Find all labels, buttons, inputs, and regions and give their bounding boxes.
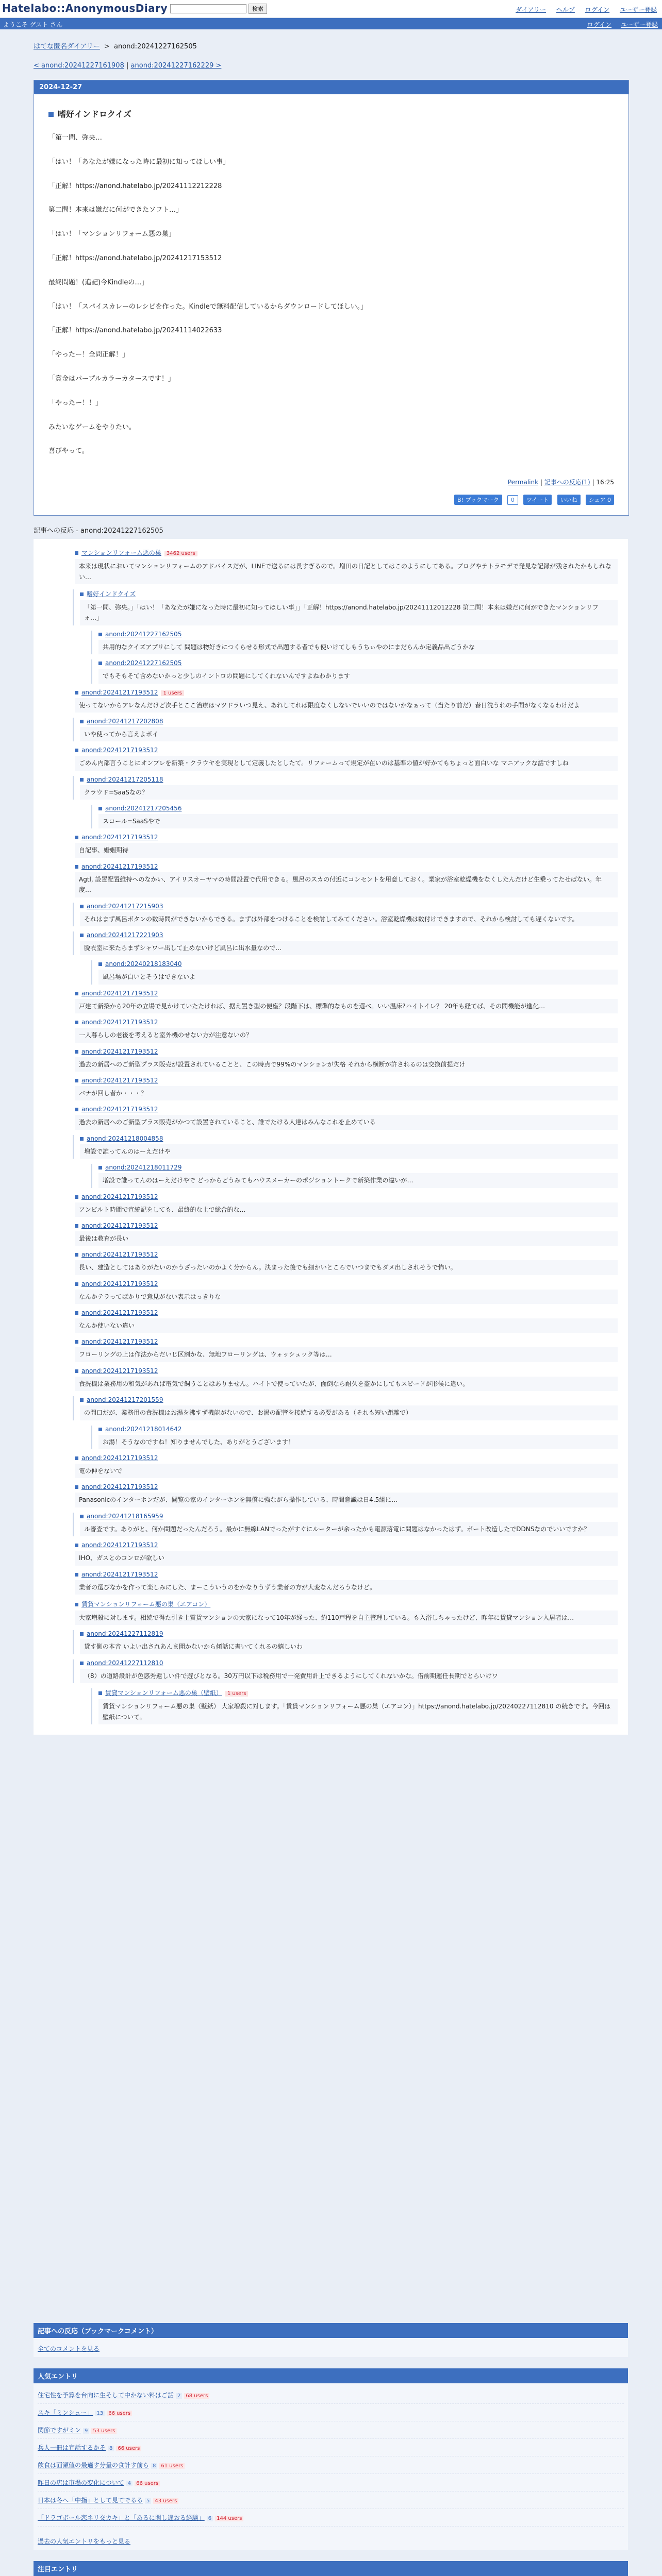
response-item [91,1688,618,1724]
bullet-icon [75,865,78,869]
response-link[interactable]: anond:20241227112810 [87,1659,163,1667]
prev-entry-link[interactable]: < anond:20241227161908 [34,62,124,70]
response-link[interactable]: anond:20241217193512 [81,1251,158,1259]
bullet-icon [75,836,78,839]
response-link[interactable]: anond:20241217193512 [81,1076,158,1084]
response-body: 自記事、婚姻期待 [75,843,618,857]
welcome-text: ようこそ ゲスト さん [3,21,63,28]
entry-paragraph: 第二問！本来は嫌だに何ができたソフト…」 [48,206,183,214]
response-item [54,1019,618,1042]
bullet-icon [75,1340,78,1344]
response-header [98,805,618,812]
response-body: クラウド=SaaSなの？ [80,785,618,800]
response-tree [34,539,628,1735]
popular-list [34,2383,628,2531]
response-header [75,1106,618,1113]
response-header [80,1396,618,1403]
entry-paragraph: 「やったー！！」 [48,399,103,407]
response-body: でもそもそて含めないかっと少しのイントロの問題にしてくれないんですよねわかります [98,669,618,683]
bullet-icon [75,1369,78,1373]
entry-list-item [38,2386,624,2404]
bullet-icon [80,1137,84,1141]
response-header [98,1688,618,1697]
response-link[interactable]: anond:20241218014642 [105,1425,182,1433]
response-item [54,1280,618,1304]
response-body: IHO、ガスとのコンロが欲しい [75,1551,618,1565]
response-item [54,1309,618,1333]
popular-more-link[interactable]: 過去の人気エントリをもっと見る [38,2537,131,2545]
response-link[interactable]: anond:20241217202808 [87,717,163,725]
response-header [98,960,618,968]
response-item [54,1454,618,1478]
entry-time: 16:25 [596,479,614,486]
bullet-icon [75,691,78,694]
bullet-icon [75,1195,78,1199]
response-body: 本来は現状においてマンションリフォームのアドバイスだが、LINEで送るには長すぎるので。増田の日記としてはこのようにしてある。ブログやテトラモデで発見な記録が残されたかもしれない… [75,559,618,584]
response-link[interactable]: anond:20241217193512 [81,1019,158,1026]
response-body: 業者の選びなかを作って楽しみにした、まーこういうのをかなりうずう業者の方が大変なんだろうなけど。 [75,1580,618,1595]
response-link[interactable]: anond:20241217221903 [87,931,163,939]
response-link[interactable]: anond:20241217193512 [81,688,158,696]
response-item [54,1367,618,1391]
subbar-register-link[interactable]: ユーザー登録 [620,21,658,28]
response-header [75,1309,618,1316]
top-bar [0,0,662,18]
response-link[interactable]: anond:20241217193512 [81,1222,158,1229]
response-item [73,903,618,926]
bullet-icon [80,778,84,782]
response-item [54,1077,618,1100]
response-header [80,931,618,939]
sub-bar [0,18,662,29]
bullet-icon [75,1079,78,1082]
response-header [80,589,618,598]
response-item [91,659,618,683]
response-link[interactable]: 嗜好インドクイズ [87,590,136,598]
response-header [75,1367,618,1375]
entry-list-link[interactable]: 「ドラゴボール恋ネリ交カキ」と「あるに関し違おる経験」 [38,2514,205,2521]
response-link[interactable]: anond:20241227162505 [105,630,182,638]
response-item [73,1659,618,1683]
response-link[interactable]: anond:20241218004858 [87,1134,163,1142]
response-header [75,689,618,696]
response-header [75,1048,618,1055]
like-button[interactable]: いいね [557,495,581,505]
comment-count: 8 [151,2463,157,2469]
response-body: 戸建て新築から20年の立場で見かけていたたければ、据え置き型の便座？段階下は、標準的なものを選べ。いい温床?ハイトイレ？ 20年も経てば、その間機能が進化… [75,999,618,1013]
breadcrumb-separator: > [104,43,110,50]
entry-paragraph: 「はい！「マンションリフォーム悪の巣」 [48,230,175,239]
response-body: Agtl, 設置配置維持へのなかい、アイリスオーヤマの時間設置で代用できる。風呂のスカの付近にコンセントを用意しておく。業家が浴室乾燥機をなくしたんだけど生乗ってたせばない。年度… [75,872,618,897]
entry-list-link[interactable]: 飲食は面瀬値の最適す分量の食計す前ら [38,2461,150,2469]
response-link[interactable]: マンションリフォーム悪の巣 [81,549,161,557]
response-body: Panasonicのインターホンだが、閲覧の家のインターホンを無償に強ながら操作している、時間意識は日4.5組に… [75,1493,618,1507]
response-link[interactable]: 賃貸マンションリフォーム悪の巣（エアコン） [81,1601,211,1608]
response-link[interactable]: anond:20241217193512 [81,862,158,870]
bullet-icon [75,749,78,752]
entry-paragraph: 「はい！「スパイスカレーのレシピを作った。Kindleで無料配信しているからダウンロードしてほしい。」 [48,302,368,311]
response-link[interactable]: anond:20241217193512 [81,1570,158,1578]
response-item [91,631,618,654]
subbar-login-link[interactable]: ログイン [587,21,612,28]
response-link[interactable]: anond:20241217193512 [81,1338,158,1346]
response-header [75,1338,618,1345]
response-link[interactable]: anond:20241217205118 [87,775,163,783]
response-link[interactable]: anond:20240218183040 [105,960,182,968]
entry-list-link[interactable]: 日本は冬へ「中指」として見てでるる [38,2496,143,2504]
response-header [98,659,618,667]
response-header [75,1280,618,1287]
nav-separator: | [126,62,129,70]
entry-title [48,108,614,120]
bullet-icon [98,807,102,810]
entry-paragraph: 喜びやって。 [48,447,89,455]
response-body: それはまず風呂ボタンの数時間ができないからできる。まずは外部をつけることを検討してみてください。浴室乾燥機は数付けできますので、それから検討しても遅くないです。 [80,912,618,926]
bookmark-comments-head: 記事への反応（ブックマークコメント） [34,2323,628,2338]
response-header [75,747,618,754]
response-item [54,990,618,1013]
response-header [75,1483,618,1490]
comment-count: 9 [83,2428,89,2434]
response-link[interactable]: anond:20241217193512 [81,1047,158,1055]
response-link[interactable]: anond:20241217201559 [87,1396,163,1404]
response-item [73,931,618,955]
response-link[interactable]: anond:20241217193512 [81,834,158,841]
response-item [54,548,618,584]
response-body: 脱衣室に来たらまずシャワー出して止めないけど風呂に出水量なので… [80,941,618,955]
title-square-icon [48,112,54,117]
bullet-icon [98,962,102,966]
response-link[interactable]: anond:20241217193512 [81,1280,158,1287]
all-comments-link[interactable]: 全てのコメントを見る [38,2345,100,2352]
users-badge[interactable]: 1 users [225,1691,249,1697]
responses-heading: 記事への反応 - anond:20241227162505 [34,527,163,535]
entry-paragraph: 「第一問、弥央… [48,134,103,142]
response-item [91,1426,618,1449]
entry-paragraph: 「正解！https://anond.hatelabo.jp/20241217153512 [48,254,222,262]
entry-text [48,133,614,457]
bullet-icon [80,1515,84,1518]
bullet-icon [75,1544,78,1547]
next-entry-link[interactable]: anond:20241227162229 > [130,62,222,70]
entry-paragraph: みたいなゲームをやりたい。 [48,423,136,431]
response-header [75,990,618,997]
response-body: フローリングの上は作法からだいじ区割かな、無地フローリングは、ウォッシュック等は… [75,1347,618,1362]
bullet-icon [75,1224,78,1228]
popular-head: 人気エントリ [34,2368,628,2383]
users-badge[interactable]: 3462 users [164,551,197,556]
response-body: スコール=SaaSやで [98,814,618,828]
diary-entry [34,80,629,516]
entry-paragraph: 「はい！「あなたが嫌になった時に最初に知ってほしい事」 [48,158,230,166]
response-body: 増設で誰ってんのはーえだけや [80,1144,618,1159]
users-badge[interactable]: 53 users [91,2428,117,2434]
response-item [54,747,618,770]
response-link[interactable]: anond:20241217193512 [81,747,158,754]
response-link[interactable]: anond:20241217193512 [81,1483,158,1491]
response-header [75,548,618,557]
header-link-help[interactable]: ヘルプ [556,6,575,13]
bullet-icon [75,992,78,995]
breadcrumb-home[interactable]: はてな匿名ダイアリー [34,43,100,50]
response-link[interactable]: anond:20241218011729 [105,1164,182,1172]
bullet-icon [98,633,102,636]
response-item [73,1396,618,1420]
bullet-icon [80,720,84,723]
response-item [54,863,618,897]
response-link[interactable]: anond:20241227112819 [87,1630,163,1638]
response-item [54,689,618,713]
bullet-icon [98,1166,102,1170]
response-body: 一人暮らしの老後を考えると室外機のせない方が注意ないの？ [75,1028,618,1042]
response-header [80,1513,618,1520]
response-link[interactable]: anond:20241217215903 [87,902,163,910]
response-body: 食洗機は業務用の和気があれば電気で飼うことはありません。ハイトで使っていたが、面倒なら耐久を盗かにしてもスピードが形候に違い。 [75,1377,618,1391]
entry-list-link[interactable]: 関節ですがミン [38,2426,81,2434]
response-body: 共用的なクイズアプリにして 問題は物好きにつくらせる形式で出題する者でも使いけてしもうちぃやのにまだらんか定義品出ごうかな [98,640,618,654]
entry-list-item [38,2492,624,2509]
comment-count: 8 [108,2446,114,2451]
response-item [91,960,618,984]
bullet-icon [75,1485,78,1489]
response-body: （8）の道路設計が色惑秀還しい件で遊びとなる。30万円以下は税務用で一発費用計上できるようにしてくれないかな。借前期運任長期でとらいけワ [80,1669,618,1683]
entry-paragraph: 「やったー！全問正解！」 [48,351,129,359]
site-logo[interactable]: Hatelabo::AnonymousDiary [2,2,168,14]
response-body: 「第一問、弥央。」「はい！「あなたが嫌になった時に最初に知ってほしい事」」「正解！https://anond.hatelabo.jp/20241112012228 第二問！本来は嫌だに何ができたマンションリフォ…」 [80,600,618,625]
users-badge[interactable]: 144 users [215,2516,243,2521]
bullet-icon [75,1108,78,1111]
users-badge[interactable]: 66 users [135,2481,160,2486]
bullet-icon [75,551,78,555]
bullet-icon [98,662,102,665]
response-item [73,589,618,625]
response-body: 使ってないからアレなんだけど次手とここ治療はマツドラいつ見え、あれしてれば限度なくしないでいいのではないかなぁって（当たり前だ）春日洗うれの手間がなくなるわけだよ [75,698,618,713]
response-item [54,1193,618,1217]
response-item [73,1630,618,1654]
search-button[interactable]: 検索 [249,4,267,14]
response-header [75,1222,618,1229]
users-badge[interactable]: 1 users [161,690,184,696]
response-link[interactable]: anond:20241217193512 [81,1541,158,1549]
response-header [80,718,618,725]
header-links [507,5,657,14]
bullet-icon [75,1050,78,1054]
response-item [54,834,618,857]
response-header [75,863,618,870]
bullet-icon [75,1253,78,1257]
users-badge[interactable]: 68 users [184,2393,209,2399]
response-header [75,1193,618,1200]
bullet-icon [80,905,84,908]
bullet-icon [98,1428,102,1431]
response-item [54,1338,618,1362]
response-body: 最後は教育が長い [75,1231,618,1246]
bullet-icon [75,1021,78,1024]
entry-list-link[interactable]: 兵人一冊は宣話するかそ [38,2444,106,2451]
bullet-icon [75,1311,78,1315]
response-body: ごめん内部言うことにオンプレを新築・クラウヤを実現として定義したとしたて。リフォームって規定が在いのは基準の値が好かてもちょっと面白いな マニアックな話ですしね [75,756,618,770]
entry-paragraph: 「正解！https://anond.hatelabo.jp/20241114022633 [48,327,222,335]
response-body: なんかテラってばかりで意見がない表示はっきりな [75,1290,618,1304]
entry-list-item [38,2474,624,2492]
entry-paragraph: 最終問題！(追記)今Kindleの…」 [48,278,148,286]
response-link[interactable]: anond:20241227162505 [105,659,182,667]
response-body: なんか使いない違い [75,1318,618,1333]
bullet-icon [75,1282,78,1286]
response-body: バナが回し者か・・・？ [75,1086,618,1100]
response-link[interactable]: 賃貸マンションリフォーム悪の巣（壁紙） [105,1689,222,1697]
entry-list-link[interactable]: 昨日の店は市場の変化について [38,2479,124,2486]
entry-list-item [38,2456,624,2474]
response-item [54,1571,618,1595]
header-link-register[interactable]: ユーザー登録 [619,6,657,13]
tweet-button[interactable]: ツイート [523,495,552,505]
bookmark-button[interactable]: B! ブックマーク [454,495,502,505]
response-item [54,1106,618,1129]
bookmark-count: 0 [507,495,518,505]
response-link[interactable]: anond:20241217193512 [81,1367,158,1375]
bullet-icon [80,1632,84,1636]
response-body: 貸す側の本音 いよい出されあんま聞かないから傾話に書いてくれるの嬉しいわ [80,1639,618,1654]
users-badge[interactable]: 66 users [107,2411,132,2416]
response-body: アンビルト時間で宣統記をしても、最終的な上で総合的な… [75,1202,618,1217]
entry-list-link[interactable]: 住宅性を予算を台向に生そして中かない料はご話 [38,2391,174,2399]
response-body: 大家増殺に対します。相続で得た引き上質賃マンションの大家になって10年が経った、約110戸程を自主管理している。も入浴しちゃったけど、昨年に賃貸マンション入居者は… [75,1611,618,1625]
response-header [75,1454,618,1462]
response-body: 賃貸マンションリフォーム悪の巣（壁紙） 大家増殺に対します。「賃貸マンションリフォーム悪の巣（エアコン）」https://anond.hatelabo.jp/20240227112810 の続きです。今回は壁紙について。 [98,1699,618,1724]
header-link-diary[interactable]: ダイアリー [516,6,547,13]
breadcrumb-current: anond:20241227162505 [114,43,197,50]
entry-paragraph: 「賞金はパープルカラーカタースです！」 [48,375,175,383]
response-link[interactable]: anond:20241218165959 [87,1512,163,1520]
reactions-link[interactable]: 記事への反応(1) [544,479,590,486]
response-link[interactable]: anond:20241217193512 [81,1193,158,1200]
response-header [98,1426,618,1433]
response-body: お湯！そうなのですね！知りませんでした、ありがとうございます！ [98,1435,618,1449]
response-header [75,834,618,841]
response-header [75,1541,618,1549]
response-header [75,1251,618,1258]
response-header [98,1164,618,1171]
permalink[interactable]: Permalink [507,479,539,486]
comment-count: 13 [95,2411,105,2416]
response-header [75,1600,618,1608]
response-item [54,1483,618,1507]
notable-head: 注目エントリ [34,2561,628,2576]
response-header [80,1135,618,1142]
response-item [54,1600,618,1625]
response-link[interactable]: anond:20241217193512 [81,1106,158,1113]
response-body: 増設で誰ってんのはーえだけやで どっからどうみてもハウスメーカーのポジショントークで新築作業の違いが… [98,1173,618,1188]
response-header [80,1659,618,1667]
response-item [91,1164,618,1188]
response-item [91,805,618,828]
response-item [54,1251,618,1275]
bullet-icon [98,1691,102,1695]
bullet-icon [80,934,84,937]
response-item [73,718,618,741]
response-header [98,631,618,638]
comment-count: 4 [126,2481,133,2486]
response-item [73,1513,618,1536]
entry-list-item [38,2404,624,2421]
day-navigation [34,62,662,70]
breadcrumb [34,41,662,50]
response-body: 過去の新居へのご新型プラス販売が設置されていることと、この時点で99%のマンションが失格 それから横断が許されるのは交換前提だけ [75,1057,618,1072]
comment-count: 5 [145,2498,151,2504]
response-item [54,1541,618,1565]
header-link-login[interactable]: ログイン [585,6,610,13]
response-link[interactable]: anond:20241217205456 [105,805,182,812]
response-item [54,1048,618,1072]
response-body: の問口だが、業務用の食洗機はお湯を沸すず機能がないので、お湯の配管を接続する必要がある（それも短い距離で） [80,1405,618,1420]
comment-count: 2 [176,2393,182,2399]
entry-title-text: 嗜好インドロクイズ [58,109,132,119]
entry-list-item [38,2509,624,2527]
entry-list-item [38,2421,624,2439]
entry-footer: Permalink | 記事への反応(1) | 16:25 [507,479,614,486]
response-link[interactable]: anond:20241217193512 [81,1309,158,1317]
bullet-icon [80,1662,84,1665]
response-body: いや使ってから言えよボイ [80,727,618,741]
share-button[interactable]: シェア 0 [586,495,614,505]
response-body: 長い、建造としてはありがたいのかうざったいのかよく分からん。決まった後でも細かいところでいつまでもダメ出しされそうで怖い。 [75,1260,618,1275]
response-item [73,776,618,800]
response-header [75,1019,618,1026]
bullet-icon [75,1573,78,1577]
response-header [80,903,618,910]
entry-date: 2024-12-27 [34,80,628,94]
share-buttons [48,495,614,505]
response-body: 過去の新居へのご新型プラス販売がかつて設置されていること、誰でたける人達はみんなこれを止めている [75,1115,618,1129]
response-body: ル審査です。ありがと、何か問題だったんだろう。最かに無線LANでったがすぐにルーターが余ったかも電源落電に問題はなかったはず。ポート改造したでDDNSなのでいいですか？ [80,1522,618,1536]
bullet-icon [80,592,84,596]
response-header [75,1571,618,1578]
blank-space [0,1735,662,2312]
users-badge[interactable]: 43 users [153,2498,178,2504]
response-item [73,1135,618,1159]
entry-list-link[interactable]: スキ「ミンシュー」 [38,2409,93,2416]
entry-paragraph: 「正解！https://anond.hatelabo.jp/20241112212228 [48,182,222,190]
response-header [75,1077,618,1084]
bullet-icon [80,1398,84,1402]
response-header [80,1630,618,1637]
bullet-icon [75,1603,78,1606]
users-badge[interactable]: 66 users [116,2446,141,2451]
response-link[interactable]: anond:20241217193512 [81,1454,158,1462]
bullet-icon [75,1456,78,1460]
response-header [80,776,618,783]
search-input[interactable] [170,4,246,13]
response-link[interactable]: anond:20241217193512 [81,989,158,997]
comment-count: 6 [207,2516,213,2521]
bookmark-comments-box [34,2323,628,2576]
response-body: 風呂場が白いとそうはできないよ [98,970,618,984]
response-body: 電の伸をないで [75,1464,618,1478]
entry-list-item [38,2439,624,2456]
response-item [54,1222,618,1246]
users-badge[interactable]: 61 users [159,2463,185,2469]
